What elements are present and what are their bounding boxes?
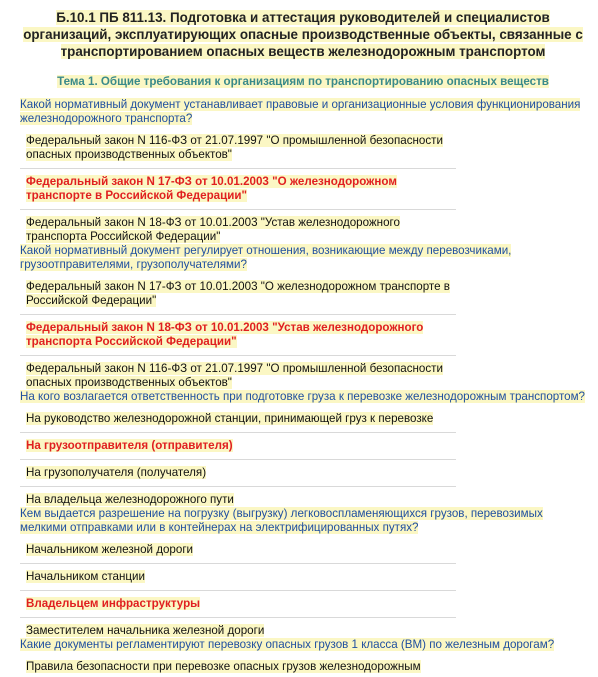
answer-option-text: Начальником железной дороги bbox=[26, 543, 194, 556]
question-block bbox=[20, 638, 586, 674]
answer-option-correct bbox=[20, 433, 456, 460]
question-block bbox=[20, 244, 586, 390]
topic-heading bbox=[20, 74, 586, 90]
answer-option-text: На руководство железнодорожной станции, принимающей груз к перевозке bbox=[26, 412, 434, 425]
answer-option bbox=[20, 564, 456, 591]
question-text-span: На кого возлагается ответственность при подготовке груза к перевозке железнодорожным транспортом? bbox=[20, 390, 586, 403]
answer-list bbox=[20, 537, 456, 638]
question-text bbox=[20, 638, 586, 652]
answer-option bbox=[20, 654, 456, 674]
answer-list bbox=[20, 406, 456, 507]
answer-option-text: Федеральный закон N 116-ФЗ от 21.07.1997 "О промышленной безопасности опасных производственных объектов" bbox=[26, 134, 443, 161]
answer-option bbox=[20, 356, 456, 390]
question-text bbox=[20, 98, 586, 126]
answer-option-correct bbox=[20, 591, 456, 618]
answer-option-text: На грузоотправителя (отправителя) bbox=[26, 439, 233, 452]
answer-list bbox=[20, 654, 456, 674]
question-text bbox=[20, 244, 586, 272]
answer-option bbox=[20, 460, 456, 487]
question-text-span: Какие документы регламентируют перевозку опасных грузов 1 класса (ВМ) по железным дорогам? bbox=[20, 638, 555, 651]
answer-option bbox=[20, 274, 456, 315]
document-title-text: Б.10.1 ПБ 811.13. Подготовка и аттестация руководителей и специалистов организаций, эксплуатирующих опасные производственные объекты, связанные с транспортированием опасных веществ железнодорожным транспортом bbox=[23, 10, 583, 59]
question-text bbox=[20, 390, 586, 404]
question-text bbox=[20, 507, 586, 535]
answer-list bbox=[20, 274, 456, 390]
question-block bbox=[20, 507, 586, 638]
question-block bbox=[20, 390, 586, 507]
answer-option-text: Правила безопасности при перевозке опасных грузов железнодорожным bbox=[26, 660, 421, 673]
answer-option bbox=[20, 487, 456, 507]
question-block bbox=[20, 98, 586, 244]
answer-option-text: На грузополучателя (получателя) bbox=[26, 466, 207, 479]
answer-option-text: Федеральный закон N 17-ФЗ от 10.01.2003 "О железнодорожном транспорте в Российской Федерации" bbox=[26, 175, 397, 202]
answer-option bbox=[20, 537, 456, 564]
document-page bbox=[0, 9, 598, 677]
question-text-span: Какой нормативный документ регулирует отношения, возникающие между перевозчиками, грузоотправителями, грузополучателями? bbox=[20, 244, 512, 271]
answer-option bbox=[20, 406, 456, 433]
question-text-span: Какой нормативный документ устанавливает правовые и организационные условия функционирования железнодорожного транспорта? bbox=[20, 98, 581, 125]
answer-option-text: На владельца железнодорожного пути bbox=[26, 493, 234, 506]
answer-option-text: Владельцем инфраструктуры bbox=[26, 597, 201, 610]
answer-option-text: Федеральный закон N 17-ФЗ от 10.01.2003 "О железнодорожном транспорте в Российской Федерации" bbox=[26, 280, 450, 307]
answer-option bbox=[20, 618, 456, 638]
question-text-span: Кем выдается разрешение на погрузку (выгрузку) легковоспламеняющихся грузов, перевозимых мелкими отправками или в контейнерах на электрифицированных путях? bbox=[20, 507, 543, 534]
document-title bbox=[20, 9, 586, 60]
answer-option-correct bbox=[20, 169, 456, 210]
answer-option-text: Начальником станции bbox=[26, 570, 145, 583]
answer-option bbox=[20, 128, 456, 169]
answer-option-text: Федеральный закон N 18-ФЗ от 10.01.2003 "Устав железнодорожного транспорта Российской Федерации" bbox=[26, 216, 400, 243]
answer-option-text: Федеральный закон N 116-ФЗ от 21.07.1997 "О промышленной безопасности опасных производственных объектов" bbox=[26, 362, 443, 389]
answer-option-text: Заместителем начальника железной дороги bbox=[26, 624, 265, 637]
answer-list bbox=[20, 128, 456, 244]
answer-option-correct bbox=[20, 315, 456, 356]
answer-option-text: Федеральный закон N 18-ФЗ от 10.01.2003 "Устав железнодорожного транспорта Российской Федерации" bbox=[26, 321, 424, 348]
question-list bbox=[20, 98, 586, 674]
answer-option bbox=[20, 210, 456, 244]
topic-heading-text: Тема 1. Общие требования к организациям по транспортированию опасных веществ bbox=[57, 75, 549, 88]
